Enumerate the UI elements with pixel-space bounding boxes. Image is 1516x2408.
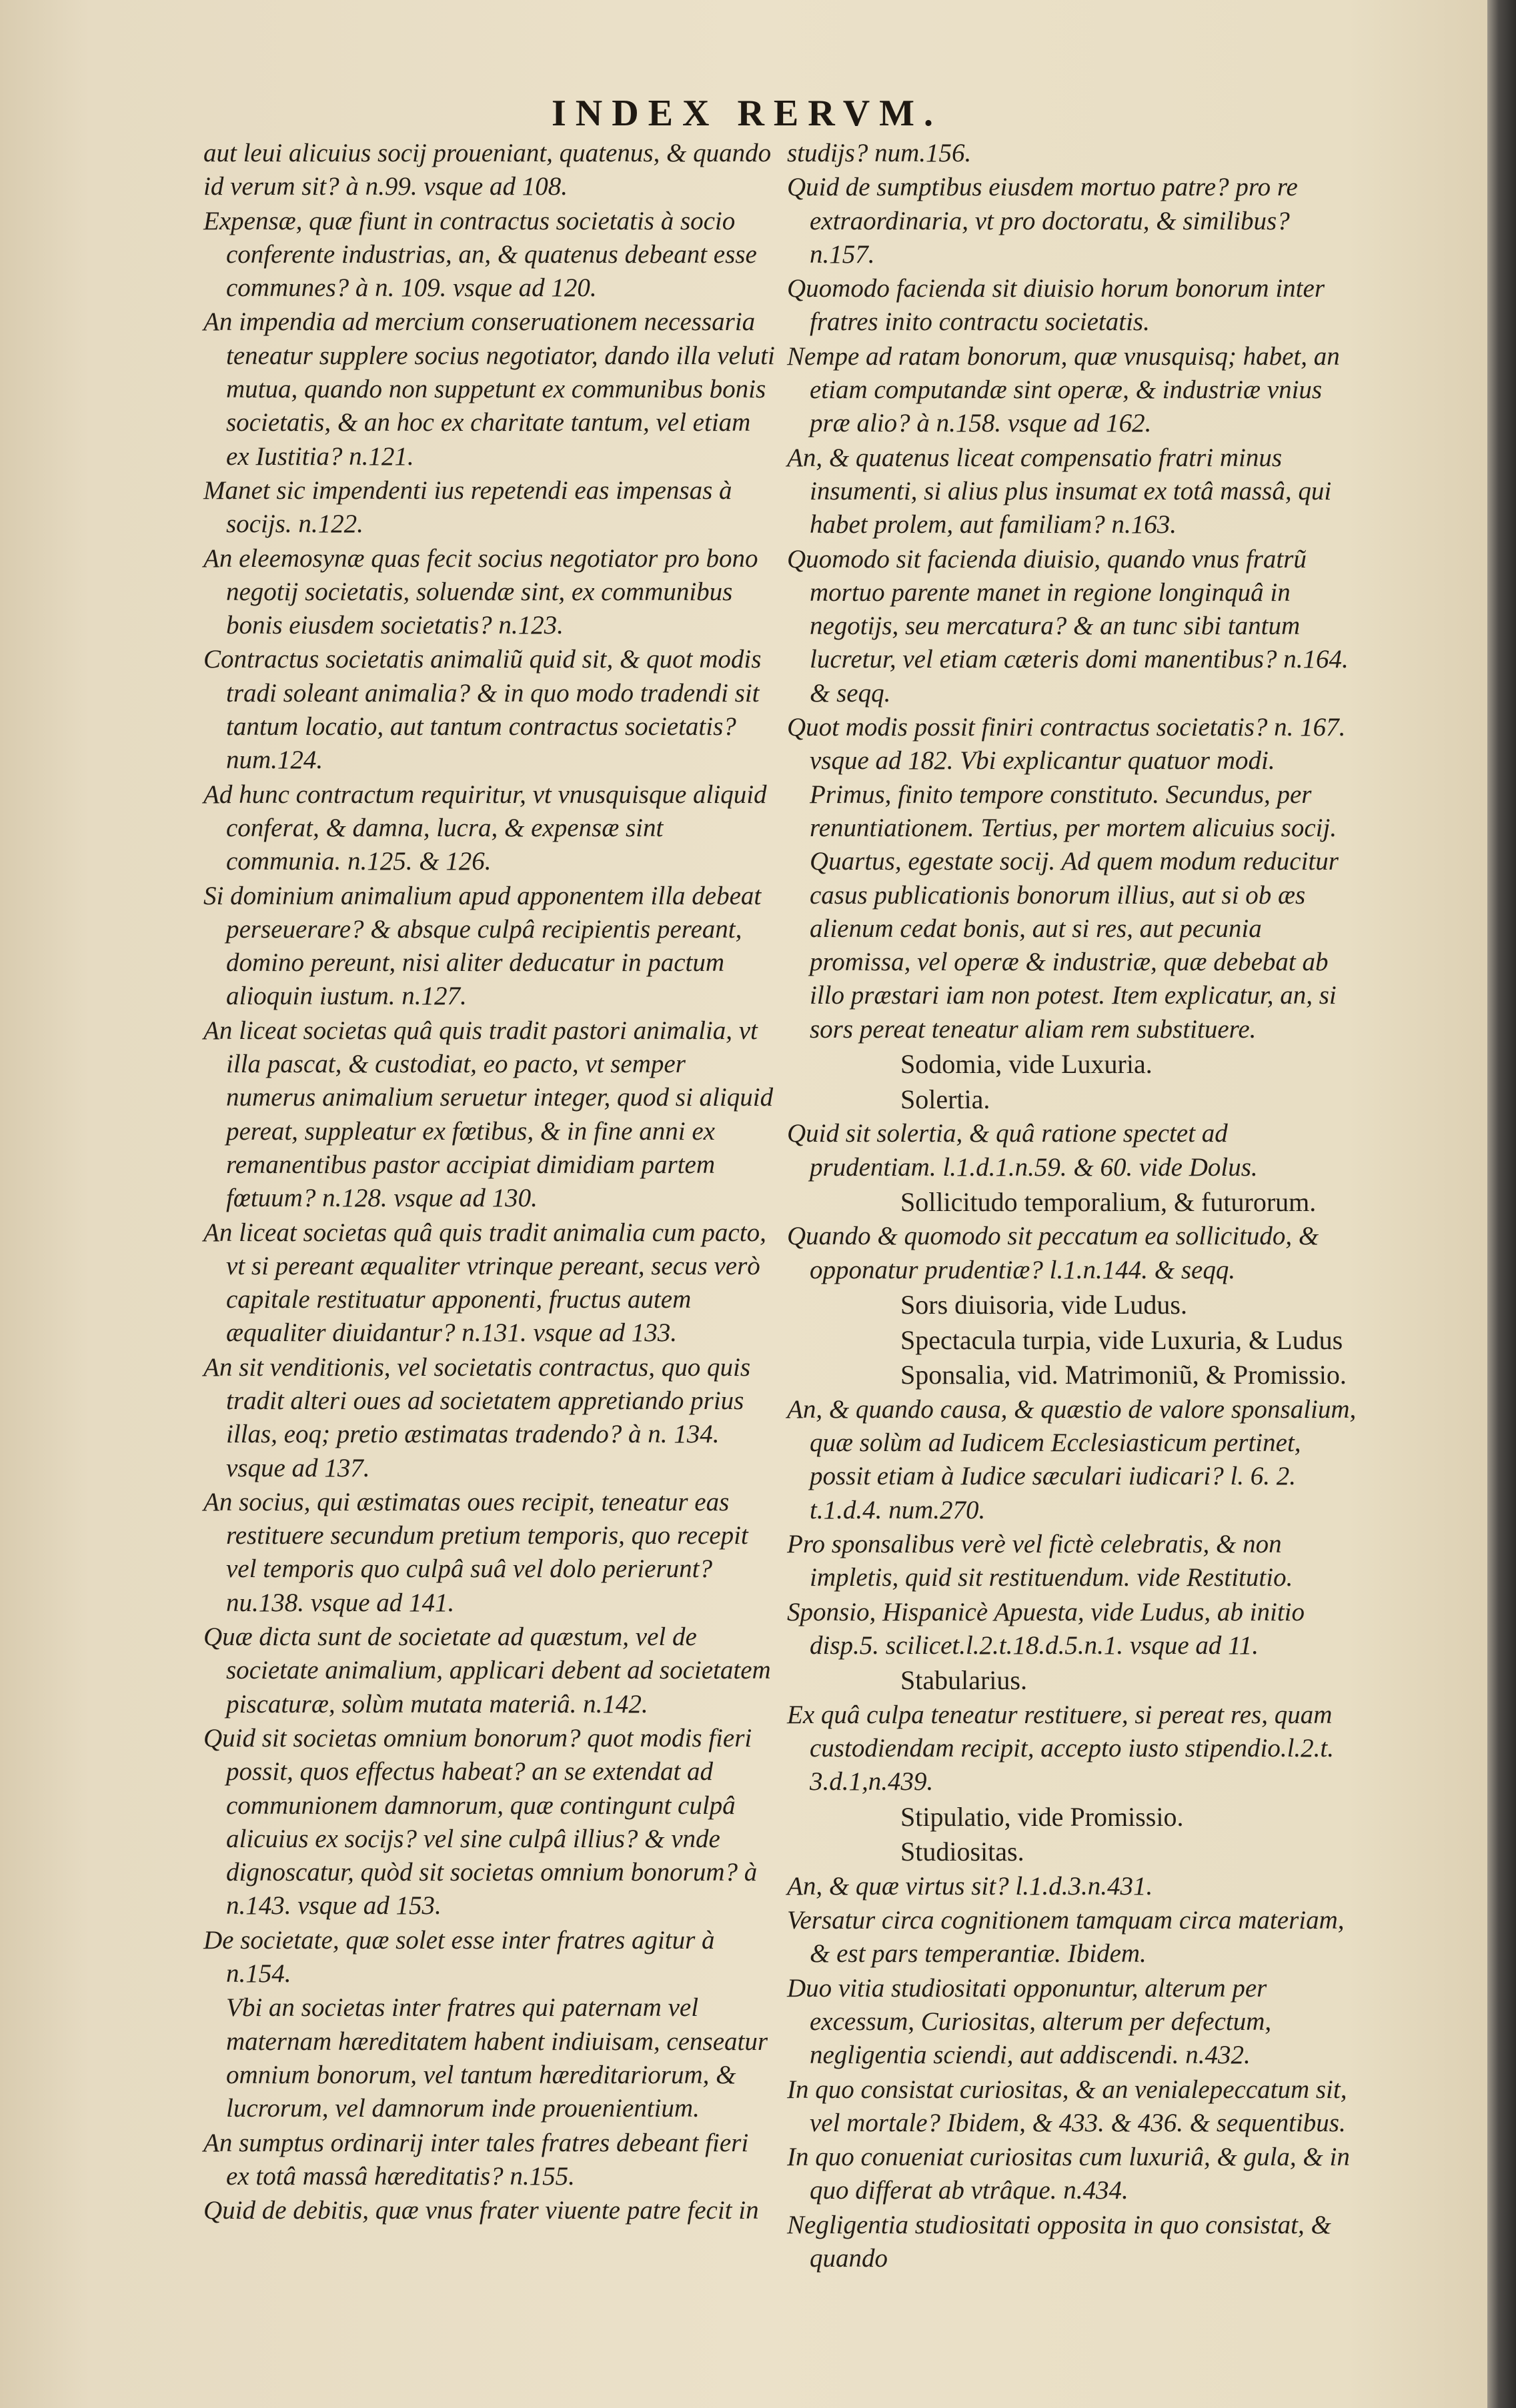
running-header: INDEX RERVM. (551, 93, 943, 134)
index-entry: An, & quatenus liceat compensatio fratri minus insumenti, si alius plus insumat ex totâ massâ, qui habet prolem, aut familiam? n.163. (787, 443, 1332, 539)
index-entry: Ad hunc contractum requiritur, vt vnusquisque aliquid conferat, & damna, lucra, & expensæ sint communia. n.125. & 126. (203, 780, 767, 876)
index-entry: Contractus societatis animaliũ quid sit, & quot modis tradi soleant animalia? & in quo modo tradendi sit tantum locatio, aut tantum contractus societatis? num.124. (203, 645, 762, 775)
index-entry: An liceat societas quâ quis tradit pastori animalia, vt illa pascat, & custodiat, eo pacto, vt semper numerus animalium seruetur integer, quod si aliquid pereat, suppleatur ex fœtibus, & in fine anni ex remanentibus pastor accipiat dimidiam partem fœtuum? n.128. vsque ad 130. (203, 1016, 774, 1213)
index-heading: Solertia. (900, 1084, 990, 1114)
index-entry: Ex quâ culpa teneatur restituere, si pereat res, quam custodiendam recipit, accepto iusto stipendio.l.2.t. 3.d.1,n.439. (787, 1700, 1335, 1796)
index-entry: Versatur circa cognitionem tamquam circa materiam, & est pars temperantiæ. Ibidem. (787, 1906, 1345, 1969)
index-entry: In quo consistat curiositas, & an venialepeccatum sit, vel mortale? Ibidem, & 433. & 436. & sequentibus. (787, 2075, 1347, 2137)
index-entry: An liceat societas quâ quis tradit animalia cum pacto, vt si pereant æqualiter vtrinque pereant, secus verò capitale restituatur apponenti, fructus autem æqualiter diuidantur? n.131. vsque ad 133. (203, 1218, 766, 1348)
index-entry: Si dominium animalium apud apponentem illa debeat perseuerare? & absque culpâ recipientis pereant, domino pereunt, nisi aliter deducatur in pactum alioquin iustum. n.127. (203, 881, 762, 1011)
index-entry: Manet sic impendenti ius repetendi eas impensas à socijs. n.122. (203, 475, 732, 539)
index-heading: Studiositas. (900, 1837, 1024, 1867)
index-entry: Negligentia studiositati opposita in quo consistat, & quando (787, 2210, 1331, 2273)
index-entry: Pro sponsalibus verè vel fictè celebratis, & non impletis, quid sit restituendum. vide Restitutio. (787, 1529, 1293, 1592)
index-entry: Quid de sumptibus eiusdem mortuo patre? pro re extraordinaria, vt pro doctoratu, & similibus? n.157. (787, 173, 1298, 269)
left-column (203, 137, 777, 2228)
right-column (787, 137, 1361, 2276)
index-entry: An sit venditionis, vel societatis contractus, quo quis tradit alteri oues ad societatem appretiando prius illas, eoq; pretio æstimatas tradendo? à n. 134. vsque ad 137. (203, 1352, 750, 1482)
index-entry: Quid sit solertia, & quâ ratione spectet ad prudentiam. l.1.d.1.n.59. & 60. vide Dolus. (787, 1119, 1258, 1182)
index-entry: An socius, qui æstimatas oues recipit, teneatur eas restituere secundum pretium temporis, quo recepit vel temporis quo culpâ suâ vel dolo perierunt? nu.138. vsque ad 141. (203, 1487, 748, 1617)
index-entry: Sponsio, Hispanicè Apuesta, vide Ludus, ab initio disp.5. scilicet.l.2.t.18.d.5.n.1. vsque ad 11. (787, 1597, 1305, 1660)
index-heading: Sollicitudo temporalium, & futurorum. (900, 1186, 1317, 1217)
index-entry: An sumptus ordinarij inter tales fratres debeant fieri ex totâ massâ hæreditatis? n.155. (203, 2128, 749, 2191)
index-entry: Duo vitia studiositati opponuntur, alterum per excessum, Curiositas, alterum per defectum, negligentia sciendi, aut addiscendi. n.432. (787, 1973, 1272, 2070)
page-edge-shadow (1487, 0, 1516, 2408)
index-entry: Expensæ, quæ fiunt in contractus societatis à socio conferente industrias, an, & quatenus debeant esse communes? à n. 109. vsque ad 120. (203, 206, 757, 303)
index-entry: studijs? num.156. (787, 139, 972, 167)
index-entry: Quid de debitis, quæ vnus frater viuente patre fecit in (203, 2196, 759, 2225)
index-heading: Stipulatio, vide Promissio. (900, 1801, 1184, 1832)
index-entry: An impendia ad mercium conseruationem necessaria teneatur supplere socius negotiator, dando illa veluti mutua, quando non suppetunt ex communibus bonis societatis, & an hoc ex charitate tantum, vel etiam ex Iustitia? n.121. (203, 307, 775, 471)
index-heading: Sodomia, vide Luxuria. (900, 1049, 1153, 1080)
index-entry: Quid sit societas omnium bonorum? quot modis fieri possit, quos effectus habeat? an se extendat ad communionem damnorum, quæ contingunt culpâ alicuius ex socijs? vel sine culpâ illius? & vnde dignoscatur, quòd sit societas omnium bonorum? à n.143. vsque ad 153. (203, 1723, 758, 1921)
index-entry: In quo conueniat curiositas cum luxuriâ, & gula, & in quo differat ab vtrâque. n.434. (787, 2143, 1350, 2205)
index-entry: De societate, quæ solet esse inter fratres agitur à n.154. (203, 1925, 715, 1989)
index-entry: Quæ dicta sunt de societate ad quæstum, vel de societate animalium, applicari debent ad societatem piscaturæ, solùm mutata materiâ. n.142. (203, 1622, 771, 1718)
index-entry: Quot modis possit finiri contractus societatis? n. 167. vsque ad 182. Vbi explicantur quatuor modi. Primus, finito tempore constituto. Secundus, per renuntiationem. Tertius, per mortem alicuius socij. Quartus, egestate socij. Ad quem modum reducitur casus publicationis bonorum illius, aut si ob æs alienum cedat bonis, aut si res, aut pecunia promissa, vel operæ & industriæ, quæ debebat ab illo præstari iam non potest. Item explicatur, an, si sors pereat teneatur aliam rem substituere. (787, 713, 1346, 1044)
index-entry: Quomodo facienda sit diuisio horum bonorum inter fratres inito contractu societatis. (787, 274, 1325, 337)
index-entry: Quomodo sit facienda diuisio, quando vnus fratrũ mortuo parente manet in regione longinquâ in negotijs, seu mercatura? & an tunc sibi tantum lucretur, vel etiam cæteris domi manentibus? n.164. & seqq. (787, 544, 1349, 708)
index-entry: An, & quando causa, & quæstio de valore sponsalium, quæ solùm ad Iudicem Ecclesiasticum pertinet, possit etiam à Iudice sæculari iudicari? l. 6. 2. t.1.d.4. num.270. (787, 1394, 1357, 1524)
index-heading: Sors diuisoria, vide Ludus. (900, 1289, 1187, 1320)
index-entry: Nempe ad ratam bonorum, quæ vnusquisq; habet, an etiam computandæ sint operæ, & industriæ vnius præ alio? à n.158. vsque ad 162. (787, 341, 1340, 438)
index-entry: An, & quæ virtus sit? l.1.d.3.n.431. (787, 1871, 1153, 1901)
index-heading: Stabularius. (900, 1665, 1027, 1696)
index-entry: Vbi an societas inter fratres qui paternam vel maternam hæreditatem habent indiuisam, censeatur omnium bonorum, vel tantum hæreditariorum, & lucrorum, vel damnorum inde prouenientium. (226, 1993, 768, 2123)
index-heading: Spectacula turpia, vide Luxuria, & Ludus (900, 1324, 1343, 1355)
index-entry: Quando & quomodo sit peccatum ea sollicitudo, & opponatur prudentiæ? l.1.n.144. & seqq. (787, 1222, 1319, 1284)
index-entry: An eleemosynæ quas fecit socius negotiator pro bono negotij societatis, soluendæ sint, ex communibus bonis eiusdem societatis? n.123. (203, 543, 758, 640)
index-entry: aut leui alicuius socij proueniant, quatenus, & quando id verum sit? à n.99. vsque ad 108. (203, 139, 772, 201)
index-heading: Sponsalia, vid. Matrimoniũ, & Promissio. (900, 1360, 1347, 1390)
